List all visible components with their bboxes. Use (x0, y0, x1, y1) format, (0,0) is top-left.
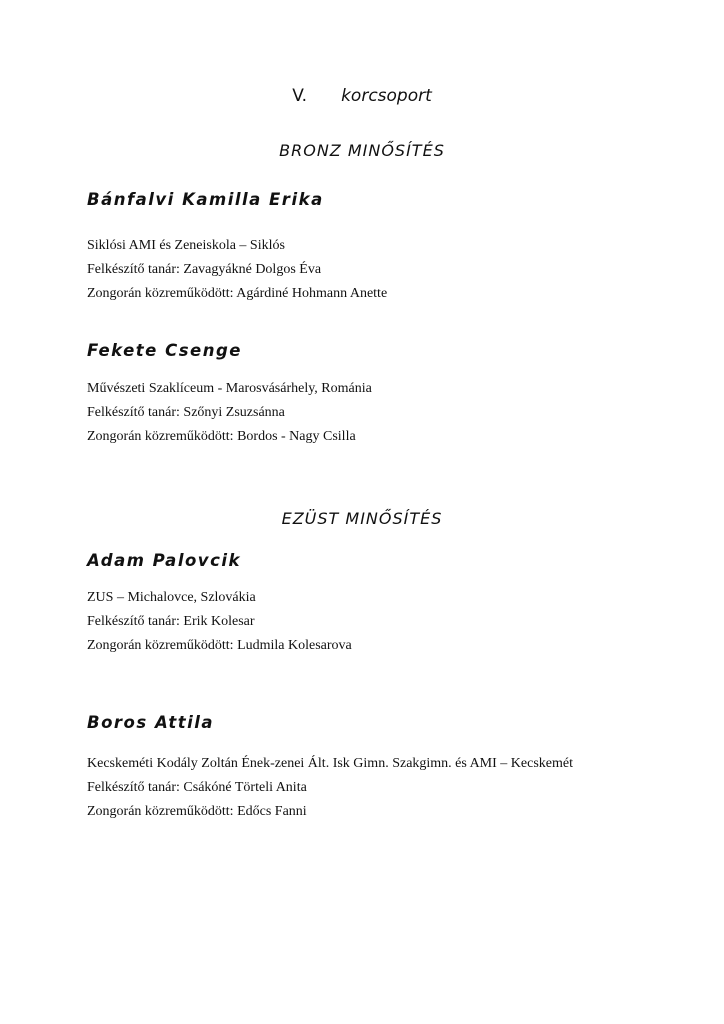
age-group-heading (0, 86, 724, 106)
teacher-line: Felkészítő tanár: Szőnyi Zsuzsánna (87, 405, 285, 420)
teacher-line: Felkészítő tanár: Csákóné Törteli Anita (87, 780, 307, 795)
school-line: Siklósi AMI és Zeneiskola – Siklós (87, 238, 285, 253)
participant-name: Bánfalvi Kamilla Erika (87, 190, 324, 209)
accompanist-line: Zongorán közreműködött: Bordos - Nagy Csilla (87, 429, 356, 444)
participant-details (87, 752, 573, 824)
teacher-line: Felkészítő tanár: Zavagyákné Dolgos Éva (87, 262, 322, 277)
age-group-label: korcsoport (341, 86, 432, 106)
participant-name: Boros Attila (87, 713, 215, 732)
accompanist-line: Zongorán közreműködött: Agárdiné Hohmann Anette (87, 286, 388, 301)
bronze-rating-heading: BRONZ MINŐSÍTÉS (279, 141, 445, 160)
accompanist-line: Zongorán közreműködött: Edőcs Fanni (87, 804, 307, 819)
school-line: ZUS – Michalovce, Szlovákia (87, 590, 256, 605)
participant-name: Fekete Csenge (87, 341, 242, 360)
age-group-number: V. (292, 86, 308, 106)
participant-details (87, 586, 352, 658)
school-line: Kecskeméti Kodály Zoltán Ének-zenei Ált. Isk Gimn. Szakgimn. és AMI – Kecskemét (87, 756, 573, 771)
school-line: Művészeti Szaklíceum - Marosvásárhely, Románia (87, 381, 372, 396)
teacher-line: Felkészítő tanár: Erik Kolesar (87, 614, 255, 629)
participant-details (87, 234, 387, 306)
accompanist-line: Zongorán közreműködött: Ludmila Kolesarova (87, 638, 352, 653)
silver-rating-heading: EZÜST MINŐSÍTÉS (281, 509, 443, 528)
participant-details (87, 377, 372, 449)
participant-name: Adam Palovcik (87, 551, 241, 570)
